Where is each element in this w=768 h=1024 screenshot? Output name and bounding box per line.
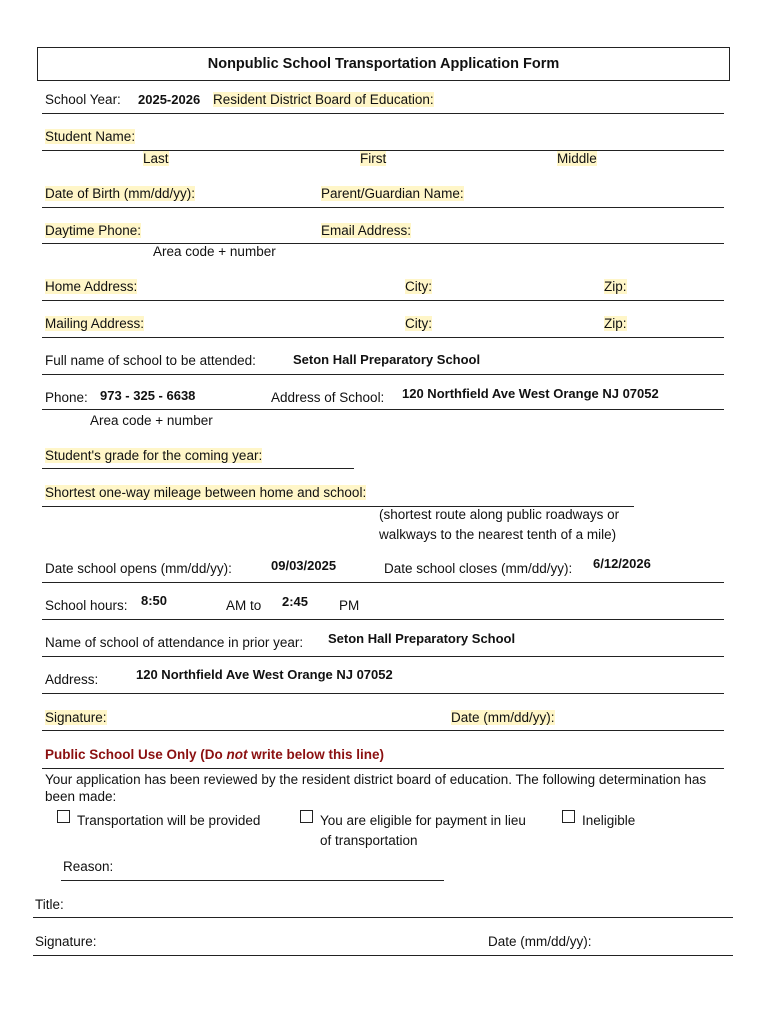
school-phone-value: 973 - 325 - 6638 bbox=[100, 388, 196, 403]
student-name-label: Student Name: bbox=[45, 129, 136, 144]
signature-date-label: Date (mm/dd/yy): bbox=[451, 710, 555, 725]
closes-label: Date school closes (mm/dd/yy): bbox=[384, 561, 573, 576]
student-last-label: Last bbox=[143, 151, 169, 166]
student-first-label: First bbox=[360, 151, 387, 166]
prior-school-value: Seton Hall Preparatory School bbox=[328, 631, 516, 646]
hours-end-value: 2:45 bbox=[282, 594, 309, 609]
parent-label: Parent/Guardian Name: bbox=[321, 186, 464, 201]
form-title: Nonpublic School Transportation Application Form bbox=[37, 47, 730, 81]
signature-field[interactable] bbox=[42, 730, 724, 731]
mileage-note-1: (shortest route along public roadways or bbox=[379, 507, 620, 522]
review-line-1: Your application has been reviewed by the resident district board of education. The following determination has bbox=[45, 772, 707, 787]
daytime-phone-hint: Area code + number bbox=[153, 244, 276, 259]
signature-label: Signature: bbox=[45, 710, 107, 725]
public-use-divider bbox=[42, 768, 724, 769]
public-use-heading: Public School Use Only (Do not write below this line) bbox=[45, 747, 385, 762]
prior-address-value: 120 Northfield Ave West Orange NJ 07052 bbox=[136, 667, 393, 682]
phone-email-field[interactable] bbox=[42, 243, 724, 244]
official-signature-date-label: Date (mm/dd/yy): bbox=[488, 934, 592, 949]
grade-label: Student's grade for the coming year: bbox=[45, 448, 263, 463]
provided-checkbox[interactable] bbox=[57, 810, 70, 823]
ineligible-checkbox[interactable] bbox=[562, 810, 575, 823]
reason-field[interactable] bbox=[61, 880, 444, 881]
mailing-address-label: Mailing Address: bbox=[45, 316, 145, 331]
school-name-label: Full name of school to be attended: bbox=[45, 353, 256, 368]
dob-parent-field[interactable] bbox=[42, 207, 724, 208]
eligible-checkbox[interactable] bbox=[300, 810, 313, 823]
prior-address-field[interactable] bbox=[42, 693, 724, 694]
hours-start-value: 8:50 bbox=[141, 593, 168, 608]
opens-value: 09/03/2025 bbox=[271, 558, 337, 573]
hours-pm-label: PM bbox=[339, 598, 360, 613]
closes-value: 6/12/2026 bbox=[593, 556, 651, 571]
prior-school-label: Name of school of attendance in prior year: bbox=[45, 635, 304, 650]
daytime-phone-label: Daytime Phone: bbox=[45, 223, 142, 238]
prior-school-field[interactable] bbox=[42, 656, 724, 657]
grade-field[interactable] bbox=[42, 468, 354, 469]
student-middle-label: Middle bbox=[557, 151, 597, 166]
email-label: Email Address: bbox=[321, 223, 412, 238]
official-signature-field[interactable] bbox=[33, 955, 733, 956]
review-line-2: been made: bbox=[45, 789, 117, 804]
reason-label: Reason: bbox=[63, 859, 114, 874]
school-address-label: Address of School: bbox=[271, 390, 385, 405]
mileage-label: Shortest one-way mileage between home and school: bbox=[45, 485, 367, 500]
home-city-label: City: bbox=[405, 279, 432, 294]
hours-label: School hours: bbox=[45, 598, 128, 613]
eligible-label-2: of transportation bbox=[320, 833, 418, 848]
school-phone-hint: Area code + number bbox=[90, 413, 213, 428]
dob-label: Date of Birth (mm/dd/yy): bbox=[45, 186, 196, 201]
official-title-field[interactable] bbox=[33, 917, 733, 918]
eligible-label-1: You are eligible for payment in lieu bbox=[320, 813, 526, 828]
mailing-zip-label: Zip: bbox=[604, 316, 627, 331]
home-address-field[interactable] bbox=[42, 300, 724, 301]
dates-field[interactable] bbox=[42, 582, 724, 583]
school-name-field[interactable] bbox=[42, 374, 724, 375]
mailing-address-field[interactable] bbox=[42, 337, 724, 338]
school-phone-address-field[interactable] bbox=[42, 409, 724, 410]
school-name-value: Seton Hall Preparatory School bbox=[293, 352, 481, 367]
home-address-label: Home Address: bbox=[45, 279, 138, 294]
prior-address-label: Address: bbox=[45, 672, 99, 687]
school-year-value: 2025-2026 bbox=[138, 92, 201, 107]
school-address-value: 120 Northfield Ave West Orange NJ 07052 bbox=[402, 386, 659, 401]
hours-field[interactable] bbox=[42, 619, 724, 620]
ineligible-label: Ineligible bbox=[582, 813, 636, 828]
opens-label: Date school opens (mm/dd/yy): bbox=[45, 561, 232, 576]
official-signature-label: Signature: bbox=[35, 934, 97, 949]
home-zip-label: Zip: bbox=[604, 279, 627, 294]
mailing-city-label: City: bbox=[405, 316, 432, 331]
resident-district-label: Resident District Board of Education: bbox=[213, 92, 434, 107]
school-phone-label: Phone: bbox=[45, 390, 88, 405]
resident-district-field[interactable] bbox=[42, 113, 724, 114]
school-year-label: School Year: bbox=[45, 92, 121, 107]
provided-label: Transportation will be provided bbox=[77, 813, 261, 828]
mileage-note-2: walkways to the nearest tenth of a mile) bbox=[379, 527, 617, 542]
official-title-label: Title: bbox=[35, 897, 64, 912]
hours-am-to-label: AM to bbox=[226, 598, 262, 613]
